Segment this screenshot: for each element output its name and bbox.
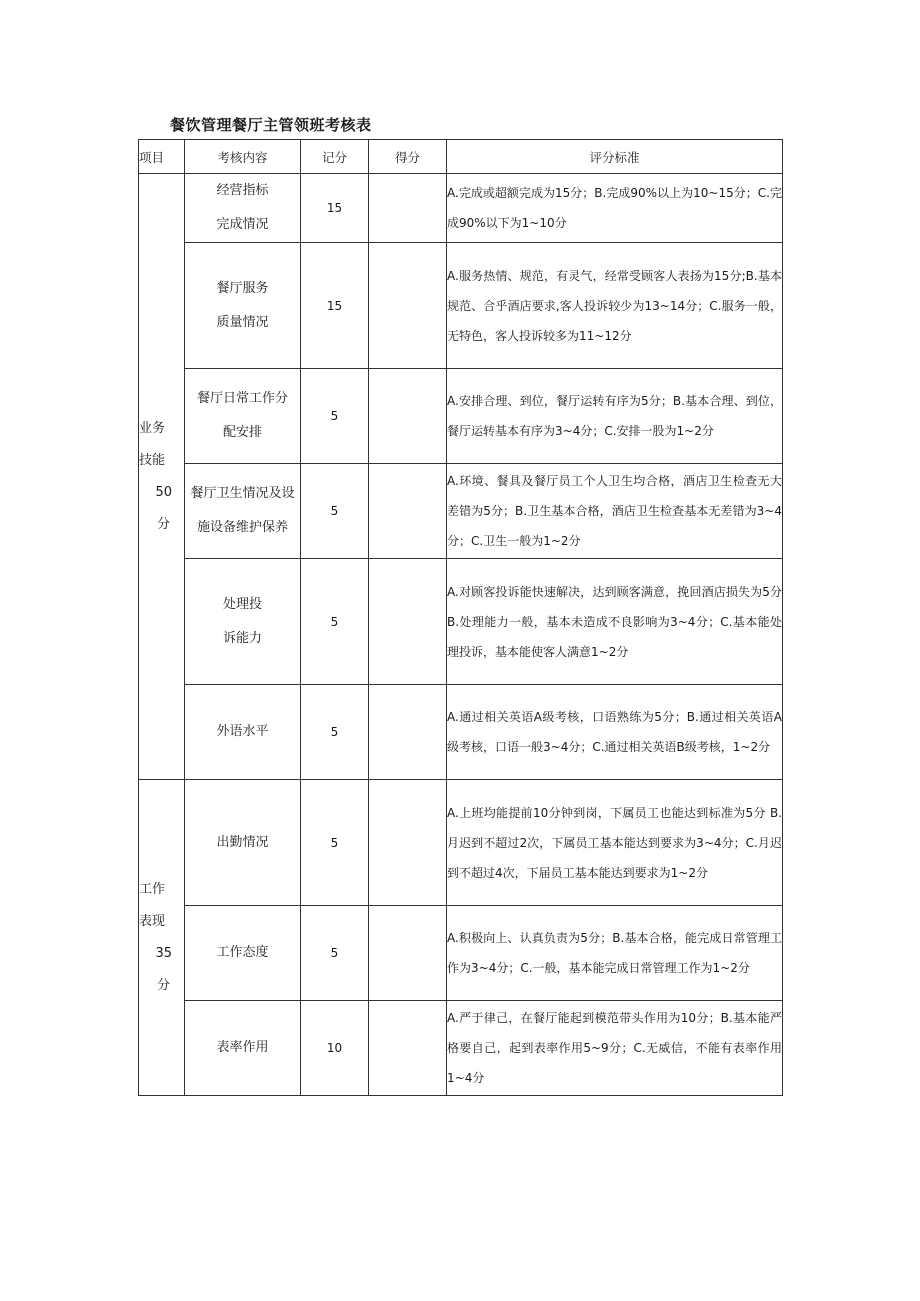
assessment-item-line: 外语水平 [216,724,269,739]
assessment-item-line: 诉能力 [222,630,262,646]
assessment-item-line: 处理投 [222,596,262,612]
assessment-item-line: 工作态度 [216,945,269,960]
criteria-cell: A.环境、餐具及餐厅员工个人卫生均合格，酒店卫生检查无大差错为5分；B.卫生基本合格，酒店卫生检查基本无差错为3~4分；C.卫生一般为1~2分 [447,464,783,559]
project-category-line: 工作 [139,881,166,897]
header-points: 记分 [301,140,369,174]
assessment-item [185,464,301,559]
points-cell: 5 [301,906,369,1001]
points-cell: 5 [301,559,369,685]
points-cell: 5 [301,369,369,464]
header-row [139,140,783,174]
header-project: 项目 [139,140,185,174]
assessment-item [185,1001,301,1096]
points-cell: 5 [301,685,369,780]
score-input-cell[interactable] [369,685,447,780]
assessment-item [185,780,301,906]
project-category-line: 业务 [139,420,166,436]
score-input-cell[interactable] [369,464,447,559]
project-category-line: 分 [156,516,170,532]
table-row [139,685,783,780]
criteria-cell: A.严于律己，在餐厅能起到模范带头作用为10分；B.基本能严格要自己，起到表率作用5~9分；C.无威信，不能有表率作用1~4分 [447,1001,783,1096]
score-input-cell[interactable] [369,906,447,1001]
criteria-cell: A.服务热情、规范，有灵气，经常受顾客人表扬为15分;B.基本规范、合乎酒店要求,客人投诉较少为13~14分；C.服务一般，无特色，客人投诉较多为11~12分 [447,243,783,369]
points-cell: 5 [301,464,369,559]
project-category-line: 技能 [139,452,166,468]
assessment-item [185,685,301,780]
score-input-cell[interactable] [369,1001,447,1096]
criteria-cell: A.通过相关英语A级考核，口语熟练为5分；B.通过相关英语A级考核，口语一般3~4分；C.通过相关英语B级考核，1~2分 [447,685,783,780]
points-cell: 10 [301,1001,369,1096]
assessment-item [185,243,301,369]
assessment-item-line: 经营指标 [216,183,269,198]
table-row [139,174,783,243]
criteria-cell: A.上班均能提前10分钟到岗，下属员工也能达到标准为5分 B.月迟到不超过2次，下属员工基本能达到要求为3~4分；C.月迟到不超过4次，下届员工基本能达到要求为1~2分 [447,780,783,906]
assessment-item [185,906,301,1001]
project-category-line: 35 [155,945,172,961]
assessment-item [185,174,301,243]
criteria-cell: A.安排合理、到位，餐厅运转有序为5分；B.基本合理、到位，餐厅运转基本有序为3~4分；C.安排一股为1~2分 [447,369,783,464]
table-row [139,1001,783,1096]
assessment-item-line: 配安排 [222,425,262,440]
assessment-item [185,369,301,464]
header-score: 得分 [369,140,447,174]
score-input-cell[interactable] [369,780,447,906]
assessment-item-line: 餐厅卫生情况及设 [190,486,295,501]
project-category [139,780,185,1096]
table-row [139,780,783,906]
score-input-cell[interactable] [369,369,447,464]
document-title: 餐饮管理餐厅主管领班考核表 [170,116,372,134]
project-category-line: 50 [155,484,172,500]
assessment-item-line: 表率作用 [216,1040,269,1055]
assessment-item-line: 施设备维护保养 [196,520,288,535]
project-category-line: 表现 [139,913,166,929]
assessment-table [138,139,783,1096]
table-row [139,243,783,369]
table-row [139,369,783,464]
score-input-cell[interactable] [369,174,447,243]
assessment-item-line: 餐厅服务 [216,280,269,296]
table-row [139,464,783,559]
assessment-item-line: 质量情况 [216,314,269,330]
assessment-item-line: 出勤情况 [216,834,269,850]
project-category-line: 分 [156,977,170,993]
table-row [139,906,783,1001]
header-content: 考核内容 [185,140,301,174]
score-input-cell[interactable] [369,243,447,369]
points-cell: 15 [301,174,369,243]
project-category [139,174,185,780]
criteria-cell: A.对顾客投诉能快速解决，达到顾客满意，挽回酒店损失为5分 B.处理能力一般，基本未造成不良影响为3~4分；C.基本能处理投诉，基本能使客人满意1~2分 [447,559,783,685]
assessment-item-line: 餐厅日常工作分 [196,391,288,406]
score-input-cell[interactable] [369,559,447,685]
criteria-cell: A.积极向上、认真负责为5分；B.基本合格，能完成日常管理工作为3~4分；C.一般，基本能完成日常管理工作为1~2分 [447,906,783,1001]
table-row [139,559,783,685]
header-criteria: 评分标准 [447,140,783,174]
points-cell: 15 [301,243,369,369]
assessment-item-line: 完成情况 [216,217,269,232]
assessment-item [185,559,301,685]
criteria-cell: A.完成或超额完成为15分；B.完成90%以上为10~15分；C.完成90%以下为1~10分 [447,174,783,243]
points-cell: 5 [301,780,369,906]
